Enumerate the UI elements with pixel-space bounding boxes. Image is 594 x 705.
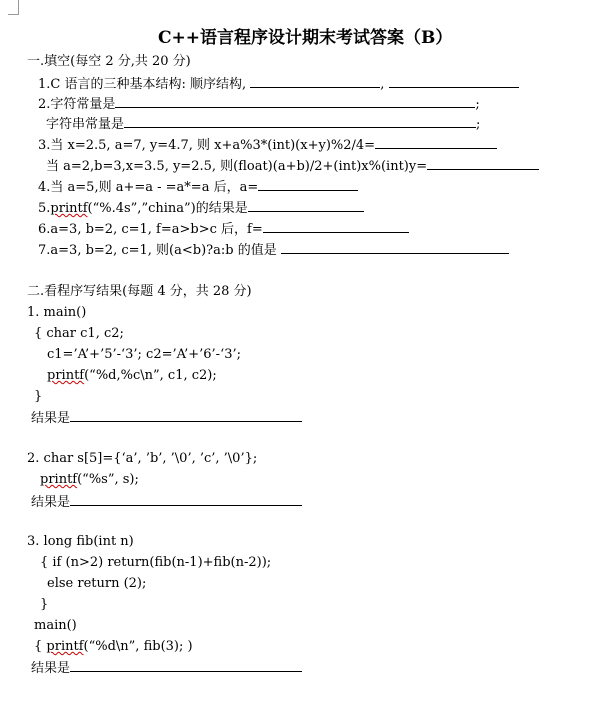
separator: , — [380, 77, 385, 92]
answer-blank[interactable] — [427, 156, 539, 170]
code-line: else return (2); — [47, 576, 147, 591]
answer-blank[interactable] — [70, 492, 302, 506]
code-line: } — [34, 389, 43, 404]
question-4 — [38, 177, 358, 197]
printf-keyword: printf — [46, 639, 84, 654]
section1-heading: 一.填空(每空 2 分,共 20 分) — [27, 54, 191, 69]
section2-heading: 二.看程序写结果(每题 4 分，共 28 分) — [27, 284, 252, 299]
question-7 — [38, 240, 509, 260]
answer-blank[interactable] — [124, 114, 476, 128]
code-line: } — [40, 597, 49, 612]
result-line — [31, 492, 302, 512]
code-line: 1. main() — [27, 305, 87, 320]
question-5-number: 5. — [38, 201, 51, 216]
question-2b-text: 字符串常量是 — [46, 117, 125, 132]
question-5 — [38, 198, 364, 218]
result-label: 结果是 — [31, 495, 71, 510]
question-2a-text: 2.字符常量是 — [38, 97, 116, 112]
question-2a — [38, 94, 480, 114]
code-line: 2. char s[5]={‘a’, ’b’, ’\0’, ’c’, ’\0’}; — [27, 451, 258, 466]
answer-blank[interactable] — [263, 219, 409, 233]
answer-blank[interactable] — [115, 94, 475, 108]
answer-blank[interactable] — [389, 74, 519, 88]
question-7-text: 7.a=3, b=2, c=1, 则(a<b)?a:b 的值是 — [38, 243, 277, 258]
result-label: 结果是 — [31, 411, 71, 426]
question-1 — [38, 74, 519, 94]
code-line — [40, 471, 139, 489]
question-4-text: 4.当 a=5,则 a+=a - =a*=a 后，a= — [38, 180, 259, 195]
code-line: c1=’A’+’5’-‘3’; c2=’A’+’6’-‘3’; — [47, 347, 241, 362]
question-2b — [46, 114, 480, 134]
answer-blank[interactable] — [375, 135, 497, 149]
code-line: { char c1, c2; — [34, 326, 124, 341]
question-6-text: 6.a=3, b=2, c=1, f=a>b>c 后，f= — [38, 222, 263, 237]
answer-blank[interactable] — [258, 177, 358, 191]
code-line: { if (n>2) return(fib(n-1)+fib(n-2)); — [40, 555, 272, 570]
code-line: main() — [34, 618, 77, 633]
code-line: 3. long fib(int n) — [27, 534, 134, 549]
code-text: (“%d\n”, fib(3); ) — [83, 639, 193, 654]
code-text: (“%d,%c\n”, c1, c2); — [84, 368, 217, 383]
answer-blank[interactable] — [248, 198, 364, 212]
semicolon: ; — [475, 97, 480, 112]
question-3a — [38, 135, 497, 155]
page-corner-mark — [8, 0, 19, 15]
result-line — [31, 658, 302, 678]
question-3a-text: 3.当 x=2.5, a=7, y=4.7, 则 x+a%3*(int)(x+y)%2/4= — [38, 138, 376, 153]
question-3b-text: 当 a=2,b=3,x=3.5, y=2.5, 则(float)(a+b)/2+(int)x%(int)y= — [46, 159, 428, 174]
printf-keyword: printf — [50, 201, 88, 216]
answer-blank[interactable] — [250, 74, 380, 88]
result-line — [31, 408, 302, 428]
code-text: (“%s”, s); — [77, 472, 139, 487]
answer-blank[interactable] — [281, 240, 509, 254]
question-5-text: (“%.4s”,”china”)的结果是 — [87, 201, 248, 216]
result-label: 结果是 — [31, 661, 71, 676]
semicolon: ; — [476, 117, 481, 132]
code-line — [47, 367, 217, 385]
answer-blank[interactable] — [70, 408, 302, 422]
printf-keyword: printf — [47, 368, 85, 383]
question-1-text: 1.C 语言的三种基本结构: 顺序结构, — [38, 77, 247, 92]
answer-blank[interactable] — [70, 658, 302, 672]
question-6 — [38, 219, 409, 239]
printf-keyword: printf — [40, 472, 78, 487]
code-line — [34, 638, 193, 656]
question-3b — [46, 156, 539, 176]
page-title: C++语言程序设计期末考试答案（B） — [158, 28, 453, 48]
code-text: { — [34, 639, 47, 654]
